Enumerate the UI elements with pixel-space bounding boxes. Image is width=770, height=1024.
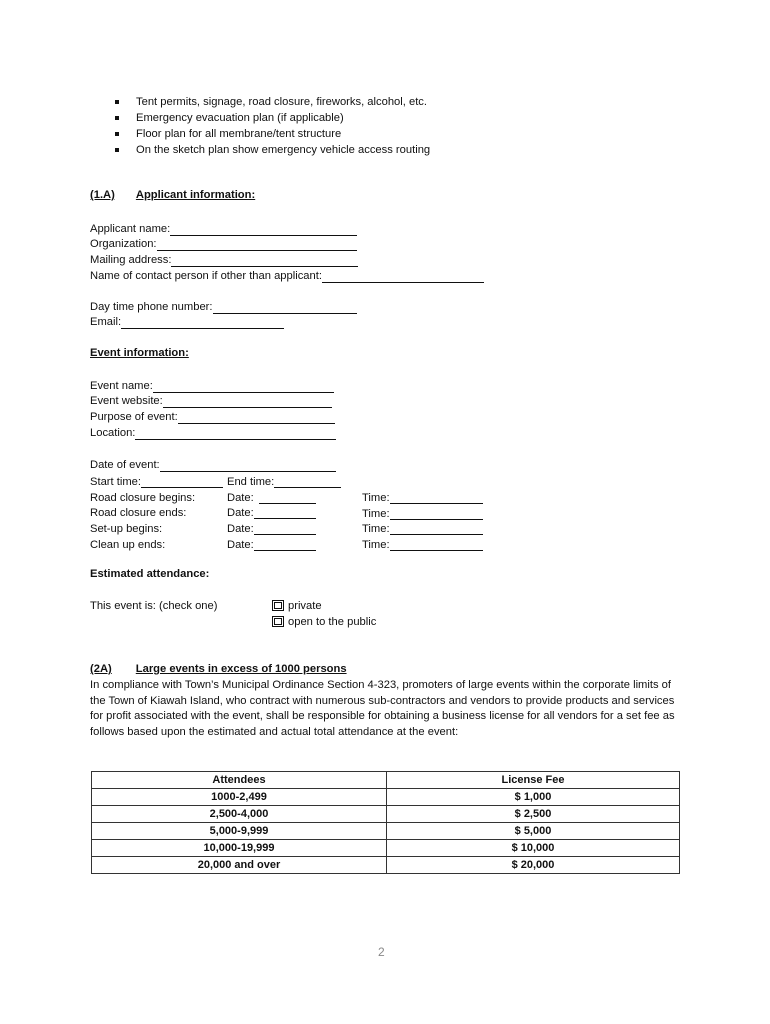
location-field: Location: — [90, 424, 336, 440]
setup-begins-label: Set-up begins: — [90, 523, 163, 536]
bullet-icon — [115, 148, 119, 152]
event-fields — [90, 377, 336, 440]
bullet-icon — [115, 100, 119, 104]
location-input[interactable] — [135, 428, 336, 440]
schedule-dates — [227, 472, 357, 551]
setup-begins-time: Time: — [362, 520, 492, 536]
start-time-input[interactable] — [141, 476, 223, 488]
contact-person-field: Name of contact person if other than applicant: — [90, 267, 484, 283]
fee-cell: $ 10,000 — [387, 840, 680, 857]
ordinance-paragraph: In compliance with Town’s Municipal Ordinance Section 4-323, promoters of large events within the corporate limits of the Town of Kiawah Island, who contract with numerous sub-contractors and vendors to provide products and services for profit associated with the event, shall be responsible for obtaining a business license for all vendors for a set fee as follows based upon the estimated and actual total attendance at the event: — [90, 679, 675, 739]
bullet-icon — [115, 116, 119, 120]
mailing-address-input[interactable] — [171, 255, 358, 267]
cleanup-ends-label: Clean up ends: — [90, 538, 166, 551]
fee-cell: $ 2,500 — [387, 806, 680, 823]
schedule-labels — [90, 472, 230, 551]
applicant-section-heading: (1.A) Applicant information: — [90, 189, 256, 201]
road-closure-begins-label: Road closure begins: — [90, 491, 196, 504]
license-fee-header: License Fee — [387, 772, 680, 789]
end-time-field: End time: — [227, 472, 357, 488]
requirements-list — [113, 94, 430, 158]
date-input[interactable] — [254, 523, 316, 535]
attendees-cell: 10,000-19,999 — [92, 840, 387, 857]
attendees-cell: 2,500-4,000 — [92, 806, 387, 823]
time-input[interactable] — [390, 523, 483, 535]
event-name-input[interactable] — [153, 381, 334, 393]
organization-field: Organization: — [90, 236, 484, 252]
applicant-name-field: Applicant name: — [90, 220, 484, 236]
email-field: Email: — [90, 314, 357, 330]
table-row — [92, 857, 680, 874]
setup-begins-date: Date: — [227, 519, 357, 535]
applicant-contact-fields — [90, 298, 357, 329]
table-row — [92, 806, 680, 823]
list-item: On the sketch plan show emergency vehicle access routing — [113, 142, 430, 158]
phone-field: Day time phone number: — [90, 298, 357, 314]
event-section-heading: Event information: — [90, 347, 189, 359]
event-name-field: Event name: — [90, 377, 336, 393]
event-website-field: Event website: — [90, 393, 336, 409]
applicant-fields — [90, 220, 484, 283]
applicant-name-input[interactable] — [170, 224, 357, 236]
fee-cell: $ 20,000 — [387, 857, 680, 874]
phone-input[interactable] — [213, 302, 357, 314]
table-row — [92, 840, 680, 857]
public-option[interactable]: open to the public — [271, 615, 376, 629]
table-row — [92, 823, 680, 840]
schedule-times — [362, 488, 492, 551]
table-header-row — [92, 772, 680, 789]
road-closure-ends-label: Road closure ends: — [90, 507, 187, 520]
check-one-label: This event is: (check one) — [90, 600, 218, 612]
fee-cell: $ 1,000 — [387, 789, 680, 806]
list-item: Tent permits, signage, road closure, fireworks, alcohol, etc. — [113, 94, 430, 110]
checkbox-public[interactable] — [272, 616, 284, 627]
checkbox-private[interactable] — [272, 600, 284, 611]
attendance-heading: Estimated attendance: — [90, 568, 210, 580]
license-fee-table — [91, 771, 680, 874]
attendees-header: Attendees — [92, 772, 387, 789]
date-input[interactable] — [254, 539, 316, 551]
event-website-input[interactable] — [163, 396, 332, 408]
bullet-icon — [115, 132, 119, 136]
date-of-event-field: Date of event: — [90, 456, 336, 472]
organization-input[interactable] — [157, 239, 357, 251]
attendees-cell: 20,000 and over — [92, 857, 387, 874]
table-row — [92, 789, 680, 806]
email-input[interactable] — [121, 317, 284, 329]
time-input[interactable] — [390, 492, 483, 504]
attendees-cell: 5,000-9,999 — [92, 823, 387, 840]
date-of-event-input[interactable] — [160, 460, 336, 472]
contact-person-input[interactable] — [322, 271, 484, 283]
date-input[interactable] — [259, 492, 316, 504]
road-closure-ends-time: Time: — [362, 504, 492, 520]
date-input[interactable] — [254, 507, 316, 519]
cleanup-ends-time: Time: — [362, 535, 492, 551]
purpose-field: Purpose of event: — [90, 408, 336, 424]
road-closure-begins-time: Time: — [362, 488, 492, 504]
end-time-input[interactable] — [274, 476, 341, 488]
mailing-address-field: Mailing address: — [90, 251, 484, 267]
purpose-input[interactable] — [178, 412, 335, 424]
start-time-field: Start time: — [90, 472, 230, 488]
time-input[interactable] — [390, 539, 483, 551]
page-number: 2 — [378, 945, 385, 959]
cleanup-ends-date: Date: — [227, 535, 357, 551]
road-closure-ends-date: Date: — [227, 504, 357, 520]
large-events-heading: (2A) Large events in excess of 1000 persons — [90, 663, 347, 675]
time-input[interactable] — [390, 508, 483, 520]
attendees-cell: 1000-2,499 — [92, 789, 387, 806]
fee-cell: $ 5,000 — [387, 823, 680, 840]
list-item: Emergency evacuation plan (if applicable) — [113, 110, 430, 126]
private-option[interactable]: private — [271, 599, 322, 613]
road-closure-begins-date: Date: — [227, 488, 357, 504]
list-item: Floor plan for all membrane/tent structure — [113, 126, 430, 142]
